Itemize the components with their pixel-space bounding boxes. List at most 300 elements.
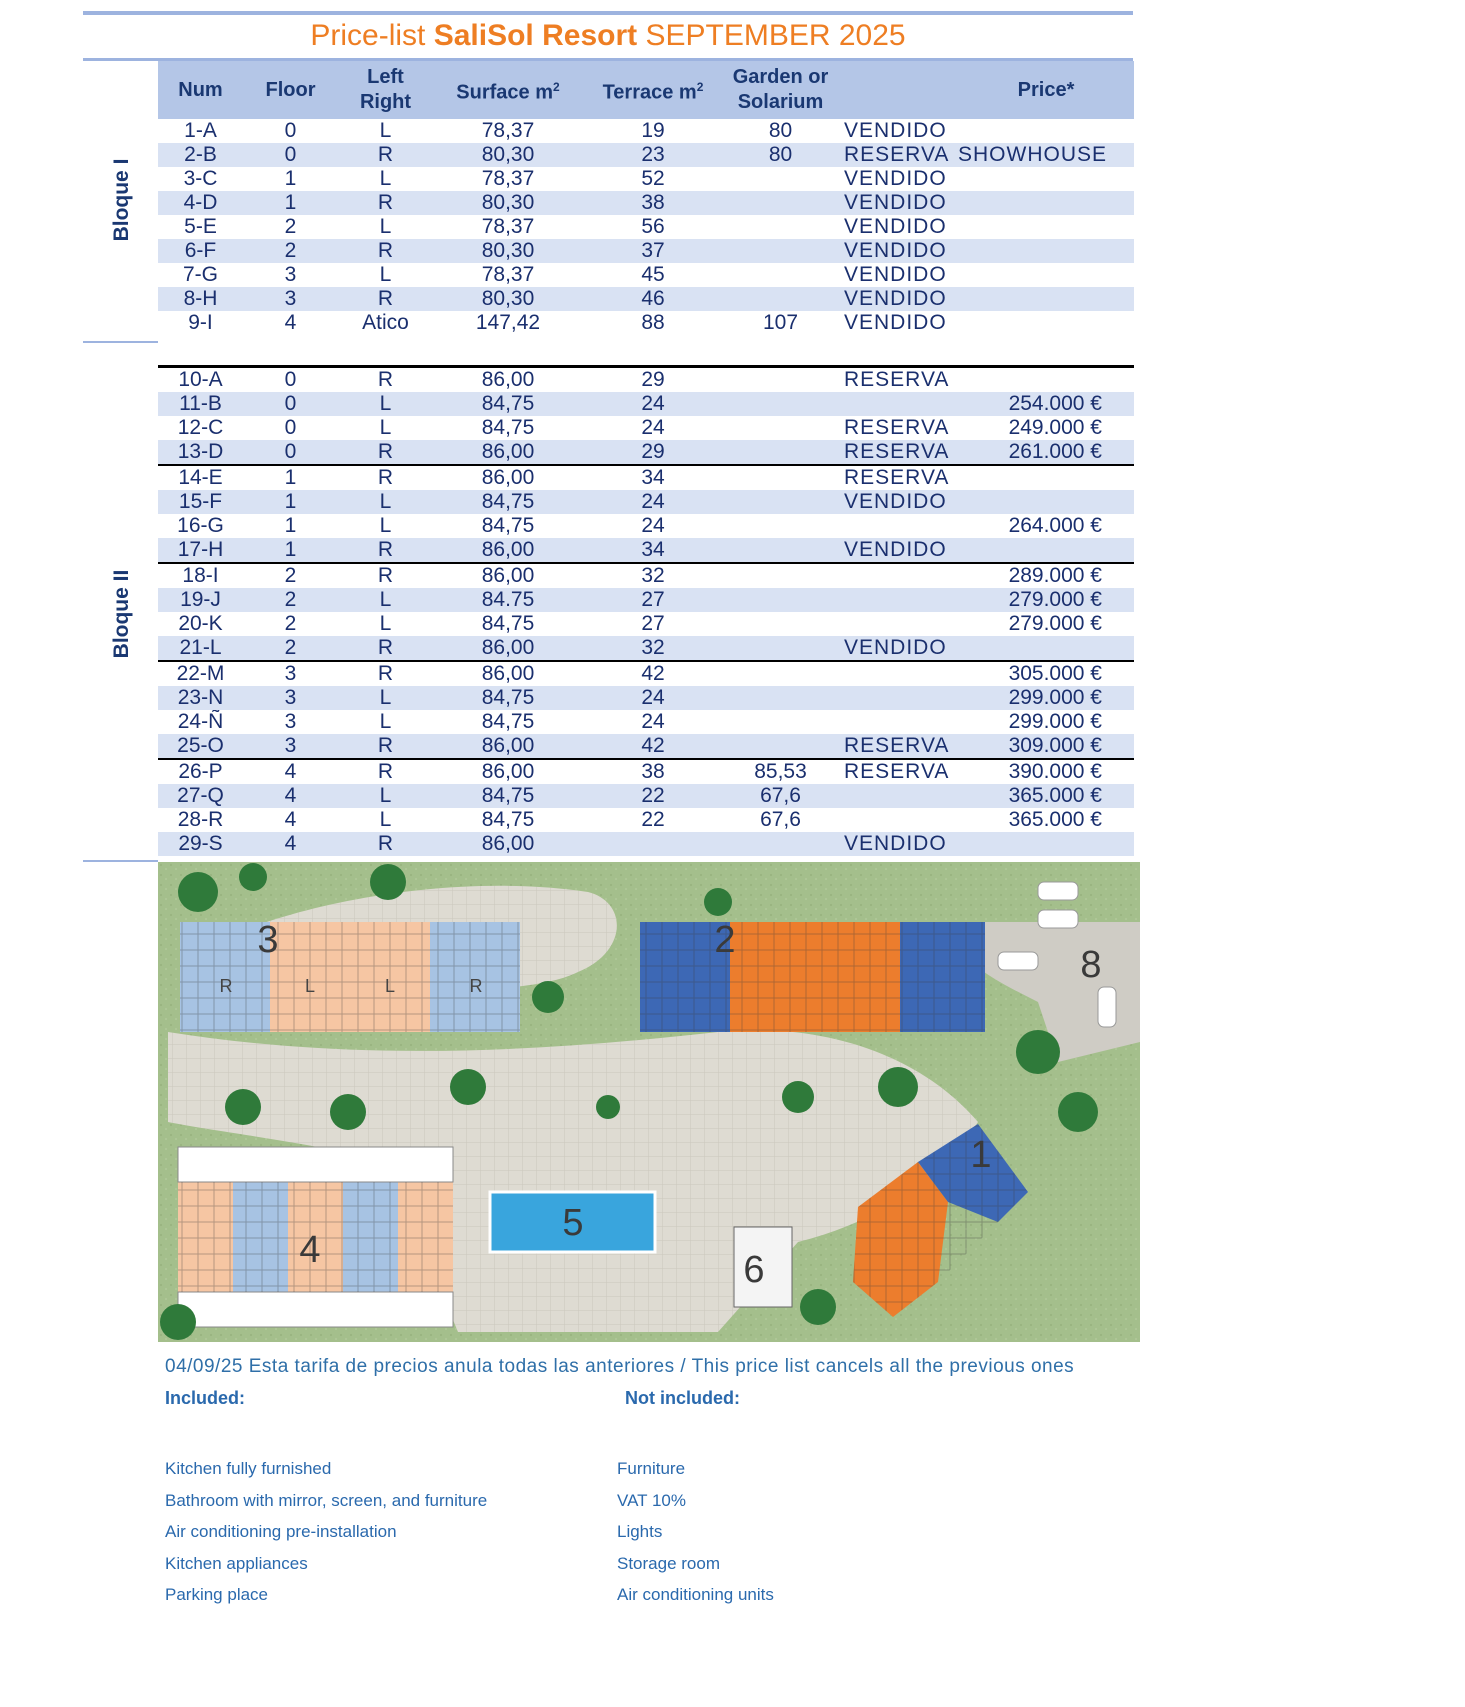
- cell-surface: 86,00: [433, 440, 583, 465]
- included-item: Air conditioning pre-installation: [165, 1522, 397, 1541]
- cell-floor: 3: [243, 287, 338, 311]
- unit-letter-3: L: [384, 976, 396, 996]
- cell-terrace: 24: [641, 416, 665, 439]
- not-included-item: Lights: [617, 1522, 663, 1541]
- cell-num: 12-C: [177, 416, 224, 439]
- cell-terrace: 34: [583, 465, 723, 490]
- cell-num: 25-O: [158, 734, 243, 759]
- cell-lr: L: [379, 119, 392, 142]
- page-title: [83, 14, 1133, 58]
- cell-status: [838, 612, 958, 636]
- cell-status: VENDIDO: [838, 191, 958, 215]
- cell-price: [958, 191, 1134, 215]
- cell-surface: 78,37: [481, 215, 535, 238]
- cell-price: 289.000 €: [958, 563, 1134, 588]
- cell-floor: 1: [284, 167, 297, 190]
- cell-terrace: 24: [583, 490, 723, 514]
- included-item: Kitchen appliances: [165, 1553, 308, 1573]
- cell-price: 261.000 €: [958, 440, 1134, 465]
- table-row: [158, 143, 1134, 167]
- cell-num: 11-B: [158, 392, 243, 416]
- cell-terrace: 42: [583, 661, 723, 686]
- cell-garden: [723, 710, 838, 734]
- cell-price: [958, 287, 1134, 311]
- cell-lr: R: [338, 636, 433, 661]
- cell-lr: Atico: [362, 311, 409, 334]
- cell-status: [838, 686, 958, 710]
- cell-num: 10-A: [158, 367, 243, 393]
- cell-lr: L: [379, 710, 392, 733]
- included-item: Kitchen fully furnished: [165, 1459, 332, 1478]
- cell-num: 6-F: [158, 239, 243, 263]
- cell-status: [838, 514, 958, 538]
- col-terrace-sup: 2: [696, 79, 704, 94]
- cell-floor: 2: [243, 636, 338, 661]
- table-row: [158, 392, 1134, 416]
- cell-status: RESERVA: [838, 734, 958, 759]
- cell-garden: [723, 686, 838, 710]
- cell-lr: L: [379, 215, 392, 238]
- cell-surface: 86,00: [433, 832, 583, 856]
- cell-lr: R: [338, 239, 433, 263]
- cell-num: 27-Q: [158, 784, 243, 808]
- cell-price: [958, 263, 1134, 287]
- not-included-heading: Not included:: [625, 1388, 740, 1408]
- cell-terrace: 19: [641, 119, 665, 142]
- cell-num: 23-N: [158, 686, 243, 710]
- col-right-label: Right: [359, 91, 412, 113]
- table-row: [158, 538, 1134, 563]
- cell-status: RESERVA: [838, 759, 958, 784]
- cell-lr: L: [379, 416, 392, 439]
- cell-floor: 3: [284, 710, 297, 733]
- cell-surface: 86,00: [433, 538, 583, 563]
- cell-surface: 78,37: [481, 167, 535, 190]
- cell-num: 3-C: [183, 167, 218, 190]
- cell-status: [838, 661, 958, 686]
- cell-garden: [723, 636, 838, 661]
- cell-floor: 2: [243, 563, 338, 588]
- cell-garden: [723, 514, 838, 538]
- table-row: [158, 661, 1134, 686]
- cell-status: VENDIDO: [844, 119, 947, 142]
- table-header-row: [158, 61, 1134, 119]
- cell-garden: [723, 832, 838, 856]
- block2-plan-detail: [640, 922, 985, 1032]
- cell-garden: [723, 287, 838, 311]
- cell-status: RESERVA: [838, 367, 958, 393]
- cell-price: 365.000 €: [1008, 808, 1102, 831]
- table-row: [158, 563, 1134, 588]
- table-row: [158, 710, 1134, 734]
- cell-price: 254.000 €: [958, 392, 1134, 416]
- col-status: [838, 61, 958, 119]
- cell-num: 17-H: [158, 538, 243, 563]
- bloque-1-label: Bloque I: [110, 158, 133, 242]
- col-garden-label-1: Garden or: [732, 66, 829, 88]
- included-item: Bathroom with mirror, screen, and furniture: [165, 1490, 488, 1510]
- cell-terrace: 32: [583, 563, 723, 588]
- unit-letter-2: L: [304, 976, 316, 996]
- cell-price: 309.000 €: [958, 734, 1134, 759]
- cell-terrace: 23: [583, 143, 723, 167]
- cell-price: [958, 832, 1134, 856]
- col-terrace-label: Terrace m: [602, 81, 697, 104]
- col-price: Price*: [958, 61, 1134, 119]
- cell-surface: 84,75: [481, 514, 535, 537]
- cell-garden: [723, 191, 838, 215]
- title-prefix: Price-list: [310, 19, 434, 52]
- table-row: [158, 367, 1134, 393]
- block-gap-row: [158, 335, 1134, 367]
- cell-terrace: 46: [583, 287, 723, 311]
- cell-floor: 4: [243, 832, 338, 856]
- cell-num: 2-B: [158, 143, 243, 167]
- zone-2-label: 2: [714, 919, 736, 961]
- cell-floor: 2: [284, 215, 297, 238]
- cell-num: 29-S: [158, 832, 243, 856]
- cell-price: [958, 239, 1134, 263]
- cell-price: [958, 465, 1134, 490]
- cell-garden: [723, 734, 838, 759]
- cell-surface: 86,00: [433, 563, 583, 588]
- cell-lr: R: [338, 563, 433, 588]
- cell-floor: 0: [243, 440, 338, 465]
- cell-price: 279.000 €: [958, 588, 1134, 612]
- cell-floor: 1: [243, 538, 338, 563]
- cell-floor: 0: [243, 143, 338, 167]
- cell-terrace: 29: [583, 440, 723, 465]
- cell-num: 16-G: [177, 514, 224, 537]
- cell-price: [958, 490, 1134, 514]
- table-row: [158, 514, 1134, 538]
- cell-garden: [723, 538, 838, 563]
- cell-num: 22-M: [158, 661, 243, 686]
- cell-floor: 1: [243, 191, 338, 215]
- cell-terrace: 34: [583, 538, 723, 563]
- site-plan: [158, 862, 1140, 1342]
- cell-terrace: 22: [641, 808, 665, 831]
- table-row: [158, 416, 1134, 440]
- table-row: [158, 612, 1134, 636]
- table-row: [158, 440, 1134, 465]
- cell-garden: [723, 440, 838, 465]
- cell-terrace: 24: [583, 686, 723, 710]
- table-row: [158, 215, 1134, 239]
- col-surface-label: Surface m: [456, 81, 554, 104]
- cell-lr: R: [338, 191, 433, 215]
- table-row: [158, 784, 1134, 808]
- cell-status: VENDIDO: [844, 263, 947, 286]
- cell-num: 1-A: [184, 119, 217, 142]
- table-row: [158, 263, 1134, 287]
- cell-floor: 2: [243, 588, 338, 612]
- col-terrace: [583, 61, 723, 119]
- cell-lr: R: [338, 734, 433, 759]
- col-surface: [433, 61, 583, 119]
- cell-floor: 0: [243, 392, 338, 416]
- zone-8-label: 8: [1080, 944, 1102, 986]
- cell-status: VENDIDO: [838, 832, 958, 856]
- cell-garden: [723, 416, 838, 440]
- cell-status: RESERVA: [838, 465, 958, 490]
- cell-floor: 3: [243, 686, 338, 710]
- cell-lr: R: [338, 367, 433, 393]
- unit-letter-1: R: [219, 976, 233, 996]
- table-row: [158, 734, 1134, 759]
- cell-terrace: 24: [583, 392, 723, 416]
- cell-floor: 2: [243, 239, 338, 263]
- cell-garden: 85,53: [723, 759, 838, 784]
- table-row: [158, 588, 1134, 612]
- cell-status: VENDIDO: [838, 636, 958, 661]
- cell-surface: 84,75: [433, 686, 583, 710]
- cell-num: 24-Ñ: [177, 710, 224, 733]
- cell-lr: L: [379, 263, 392, 286]
- cell-lr: L: [338, 490, 433, 514]
- cell-terrace: 37: [583, 239, 723, 263]
- cell-status: VENDIDO: [844, 167, 947, 190]
- cell-num: 13-D: [158, 440, 243, 465]
- cell-terrace: 42: [583, 734, 723, 759]
- not-included-item: Storage room: [617, 1553, 720, 1573]
- cell-price: 390.000 €: [958, 759, 1134, 784]
- cell-lr: L: [338, 686, 433, 710]
- cell-price: 264.000 €: [1008, 514, 1102, 537]
- price-table: [158, 61, 1134, 856]
- cell-lr: L: [338, 784, 433, 808]
- not-included-item: Furniture: [617, 1459, 686, 1478]
- cell-floor: 0: [284, 416, 297, 439]
- cell-garden: [723, 612, 838, 636]
- cell-price: [958, 311, 1134, 335]
- col-left-label: Left: [367, 66, 404, 88]
- col-garden-label-2: Solarium: [737, 91, 824, 113]
- cell-lr: R: [338, 465, 433, 490]
- table-row: [158, 490, 1134, 514]
- cell-price: SHOWHOUSE: [958, 143, 1134, 167]
- col-floor: Floor: [243, 61, 338, 119]
- cell-terrace: 27: [641, 612, 665, 635]
- cell-lr: R: [338, 759, 433, 784]
- cell-floor: 4: [284, 311, 297, 334]
- cell-terrace: 24: [641, 710, 665, 733]
- cell-lr: L: [338, 392, 433, 416]
- cell-garden: 67,6: [723, 784, 838, 808]
- cell-garden: 67,6: [760, 808, 801, 831]
- cell-status: RESERVA: [844, 416, 950, 439]
- cell-floor: 4: [243, 784, 338, 808]
- cell-status: VENDIDO: [838, 538, 958, 563]
- block4-parking: [178, 1147, 453, 1182]
- cell-surface: 147,42: [475, 311, 541, 334]
- cell-garden: [723, 392, 838, 416]
- cell-surface: 84,75: [481, 612, 535, 635]
- unit-letter-4: R: [469, 976, 483, 996]
- cell-num: 18-I: [158, 563, 243, 588]
- table-row: [158, 287, 1134, 311]
- title-brand: SaliSol Resort: [433, 19, 638, 52]
- bloque-2-label: Bloque II: [110, 569, 133, 659]
- cell-lr: R: [338, 538, 433, 563]
- cell-num: 7-G: [182, 263, 218, 286]
- cell-status: VENDIDO: [838, 239, 958, 263]
- table-row: [158, 119, 1134, 143]
- cell-price: [958, 167, 1134, 191]
- cell-num: 15-F: [158, 490, 243, 514]
- cell-floor: 3: [243, 661, 338, 686]
- cell-garden: [723, 167, 838, 191]
- col-num: Num: [158, 61, 243, 119]
- cell-surface: 84,75: [433, 392, 583, 416]
- cell-surface: 86,00: [433, 734, 583, 759]
- cell-price: [958, 119, 1134, 143]
- cell-num: 8-H: [158, 287, 243, 311]
- cell-lr: R: [338, 143, 433, 167]
- cell-surface: 84,75: [433, 784, 583, 808]
- cell-status: VENDIDO: [844, 215, 947, 238]
- table-row: [158, 686, 1134, 710]
- cell-status: [838, 392, 958, 416]
- cell-surface: 80,30: [433, 287, 583, 311]
- cell-price: 299.000 €: [1008, 710, 1102, 733]
- cell-price: 299.000 €: [958, 686, 1134, 710]
- cell-price: [958, 538, 1134, 563]
- table-row: [158, 191, 1134, 215]
- cell-surface: 86,00: [433, 367, 583, 393]
- cell-garden: [723, 465, 838, 490]
- cell-terrace: 22: [583, 784, 723, 808]
- cell-lr: L: [379, 808, 392, 831]
- cell-status: VENDIDO: [838, 287, 958, 311]
- cell-surface: 84,75: [433, 490, 583, 514]
- not-included-item: VAT 10%: [617, 1490, 686, 1510]
- cell-num: 19-J: [158, 588, 243, 612]
- cell-lr: L: [338, 588, 433, 612]
- zone-6-label: 6: [743, 1249, 765, 1291]
- cell-floor: 3: [243, 734, 338, 759]
- cell-surface: 80,30: [433, 239, 583, 263]
- cell-terrace: 27: [583, 588, 723, 612]
- cell-price: 305.000 €: [958, 661, 1134, 686]
- cell-num: 5-E: [184, 215, 217, 238]
- cell-num: 20-K: [178, 612, 223, 635]
- cell-lr: L: [379, 612, 392, 635]
- cell-floor: 2: [284, 612, 297, 635]
- cell-surface: 86,00: [433, 465, 583, 490]
- cell-lr: L: [379, 167, 392, 190]
- cell-garden: [723, 490, 838, 514]
- cell-terrace: 88: [641, 311, 665, 334]
- cell-garden: [723, 239, 838, 263]
- cell-lr: L: [379, 514, 392, 537]
- table-row: [158, 808, 1134, 832]
- zone-5-label: 5: [562, 1202, 584, 1244]
- cell-surface: 84.75: [433, 588, 583, 612]
- cell-surface: 86,00: [433, 759, 583, 784]
- block-divider-2: [83, 860, 158, 862]
- cell-garden: [723, 263, 838, 287]
- cell-terrace: 38: [583, 759, 723, 784]
- cell-floor: 0: [243, 367, 338, 393]
- cell-price: [958, 636, 1134, 661]
- table-row: [158, 759, 1134, 784]
- cell-num: 28-R: [177, 808, 224, 831]
- block-gap-cell: [158, 335, 1134, 367]
- cell-garden: 80: [723, 143, 838, 167]
- zone-1-label: 1: [970, 1134, 992, 1176]
- cell-status: RESERVA: [838, 440, 958, 465]
- cell-price: 279.000 €: [1008, 612, 1102, 635]
- cell-price: 249.000 €: [1008, 416, 1102, 439]
- cell-floor: 4: [243, 759, 338, 784]
- cell-surface: 84,75: [481, 710, 535, 733]
- table-row: [158, 636, 1134, 661]
- title-suffix: SEPTEMBER 2025: [637, 19, 906, 52]
- cell-floor: 0: [284, 119, 297, 142]
- included-list: [165, 1453, 487, 1611]
- cell-garden: [723, 661, 838, 686]
- cell-status: [838, 784, 958, 808]
- table-row: [158, 239, 1134, 263]
- cell-floor: 1: [243, 465, 338, 490]
- block-divider-1: [83, 341, 158, 343]
- price-table-body: [158, 119, 1134, 856]
- cell-terrace: 56: [641, 215, 665, 238]
- cell-num: 4-D: [158, 191, 243, 215]
- cell-num: 21-L: [158, 636, 243, 661]
- cell-garden: [723, 367, 838, 393]
- not-included-item: Air conditioning units: [617, 1585, 774, 1604]
- cell-num: 14-E: [158, 465, 243, 490]
- cell-surface: 80,30: [433, 191, 583, 215]
- cell-status: [838, 710, 958, 734]
- cell-status: VENDIDO: [844, 311, 947, 334]
- cell-surface: 78,37: [481, 119, 535, 142]
- cell-terrace: [583, 832, 723, 856]
- cell-surface: 84,75: [481, 416, 535, 439]
- cell-lr: R: [338, 661, 433, 686]
- cell-price: 365.000 €: [958, 784, 1134, 808]
- cell-terrace: 52: [641, 167, 665, 190]
- cell-floor: 1: [243, 490, 338, 514]
- cell-surface: 86,00: [433, 636, 583, 661]
- table-row: [158, 465, 1134, 490]
- block4-storage: [178, 1292, 453, 1327]
- cell-terrace: 32: [583, 636, 723, 661]
- cell-lr: R: [338, 832, 433, 856]
- cell-terrace: 45: [641, 263, 665, 286]
- cell-status: RESERVA: [838, 143, 958, 167]
- cell-garden: [723, 588, 838, 612]
- included-heading: Included:: [165, 1388, 245, 1408]
- zone-3-label: 3: [257, 919, 279, 961]
- cell-floor: 1: [284, 514, 297, 537]
- table-row: [158, 832, 1134, 856]
- col-left-right: [338, 61, 433, 119]
- cell-lr: R: [338, 287, 433, 311]
- cell-terrace: 24: [641, 514, 665, 537]
- cell-surface: 84,75: [481, 808, 535, 831]
- cell-garden: 107: [762, 311, 799, 334]
- cell-status: [838, 563, 958, 588]
- cell-terrace: 29: [583, 367, 723, 393]
- col-surface-sup: 2: [553, 79, 560, 94]
- cell-floor: 3: [284, 263, 297, 286]
- cell-terrace: 38: [583, 191, 723, 215]
- cell-garden: 80: [768, 119, 793, 142]
- table-row: [158, 167, 1134, 191]
